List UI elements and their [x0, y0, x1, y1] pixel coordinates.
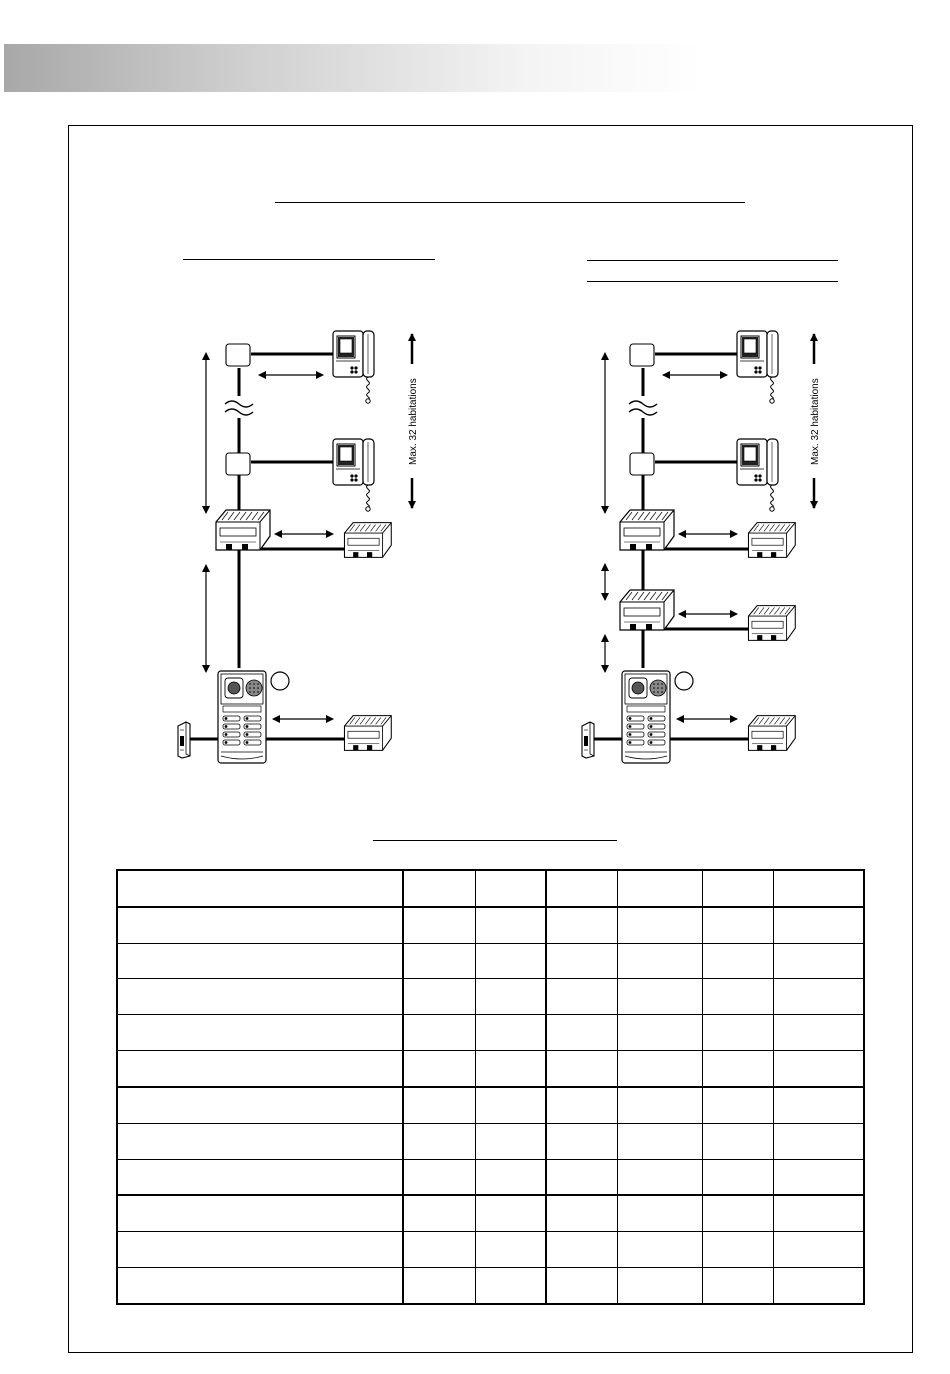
table-cell — [546, 1195, 617, 1231]
left-capacity-label: Max. 32 habitations — [408, 378, 419, 465]
table-cell — [617, 1123, 702, 1159]
table-cell — [702, 1051, 773, 1087]
table-row — [117, 1195, 864, 1231]
specification-table — [116, 869, 865, 1305]
table-row — [117, 979, 864, 1015]
table-cell — [117, 1051, 403, 1087]
table-cell — [117, 943, 403, 979]
table-cell — [403, 943, 475, 979]
power-supply-icon — [748, 716, 795, 751]
table-cell — [475, 1232, 546, 1268]
table-cell — [617, 1195, 702, 1231]
table-cell — [475, 907, 546, 943]
distributor-module-icon — [216, 510, 270, 550]
table-cell — [617, 1268, 702, 1304]
monitor-icon — [333, 331, 374, 403]
table-cell — [617, 907, 702, 943]
table-cell — [702, 943, 773, 979]
table-cell — [117, 870, 403, 907]
table-cell — [546, 1087, 617, 1123]
table-cell — [403, 979, 475, 1015]
table-cell — [773, 1232, 864, 1268]
table-cell — [702, 1123, 773, 1159]
table-cell — [403, 907, 475, 943]
power-supply-icon — [748, 523, 795, 558]
table-cell — [702, 979, 773, 1015]
table-cell — [617, 1051, 702, 1087]
table-cell — [475, 870, 546, 907]
table-cell — [403, 1123, 475, 1159]
table-cell — [617, 943, 702, 979]
table-cell — [403, 870, 475, 907]
table-cell — [702, 1015, 773, 1051]
table-cell — [617, 1015, 702, 1051]
power-supply-icon — [344, 716, 391, 751]
table-cell — [403, 1087, 475, 1123]
door-lock-icon — [178, 722, 190, 758]
table-cell — [546, 943, 617, 979]
table-cell — [403, 1195, 475, 1231]
table-cell — [475, 1087, 546, 1123]
table-row — [117, 1159, 864, 1195]
table-cell — [117, 1159, 403, 1195]
table-cell — [773, 979, 864, 1015]
table-cell — [702, 1268, 773, 1304]
table-cell — [475, 979, 546, 1015]
table-row — [117, 870, 864, 907]
power-supply-icon — [748, 606, 795, 641]
table-row — [117, 907, 864, 943]
table-row — [117, 1268, 864, 1304]
table-cell — [617, 1232, 702, 1268]
door-panel-icon — [622, 671, 670, 763]
table-cell — [546, 1015, 617, 1051]
table-cell — [403, 1268, 475, 1304]
table-cell — [617, 1087, 702, 1123]
table-cell — [773, 1123, 864, 1159]
door-lock-icon — [582, 722, 594, 758]
table-cell — [773, 1195, 864, 1231]
table-cell — [773, 1087, 864, 1123]
distributor-module-icon — [620, 590, 674, 630]
distributor-module-icon — [620, 510, 674, 550]
table-cell — [773, 1159, 864, 1195]
table-cell — [773, 1015, 864, 1051]
table-row — [117, 1232, 864, 1268]
table-cell — [117, 1232, 403, 1268]
table-cell — [773, 1268, 864, 1304]
right-capacity-label: Max. 32 habitations — [810, 378, 821, 465]
table-cell — [475, 1123, 546, 1159]
table-cell — [475, 1159, 546, 1195]
table-row — [117, 1015, 864, 1051]
table-cell — [403, 1232, 475, 1268]
table-title-rule — [373, 840, 617, 841]
monitor-icon — [333, 439, 374, 511]
table-cell — [702, 907, 773, 943]
table-cell — [117, 1195, 403, 1231]
table-cell — [117, 1015, 403, 1051]
table-cell — [117, 907, 403, 943]
table-cell — [773, 943, 864, 979]
table-cell — [702, 1159, 773, 1195]
table-cell — [773, 1051, 864, 1087]
power-supply-icon — [344, 523, 391, 558]
table-cell — [403, 1159, 475, 1195]
table-row — [117, 1123, 864, 1159]
table-cell — [117, 1123, 403, 1159]
right-diagram — [582, 331, 821, 763]
table-row — [117, 1051, 864, 1087]
table-cell — [773, 907, 864, 943]
table-cell — [546, 1051, 617, 1087]
table-cell — [546, 979, 617, 1015]
table-cell — [546, 1123, 617, 1159]
table-cell — [117, 1268, 403, 1304]
table-cell — [617, 1159, 702, 1195]
table-cell — [475, 1051, 546, 1087]
door-panel-icon — [218, 671, 266, 763]
table-cell — [403, 1015, 475, 1051]
table-cell — [117, 979, 403, 1015]
table-cell — [117, 1087, 403, 1123]
table-cell — [702, 1232, 773, 1268]
table-cell — [617, 979, 702, 1015]
table-cell — [475, 1268, 546, 1304]
table-cell — [546, 1232, 617, 1268]
table-row — [117, 1087, 864, 1123]
table-cell — [546, 870, 617, 907]
table-cell — [475, 943, 546, 979]
table-cell — [403, 1051, 475, 1087]
monitor-icon — [737, 439, 778, 511]
table-cell — [475, 1195, 546, 1231]
table-cell — [702, 870, 773, 907]
table-cell — [475, 1015, 546, 1051]
table-cell — [702, 1195, 773, 1231]
table-cell — [546, 1268, 617, 1304]
table-cell — [617, 870, 702, 907]
table-cell — [773, 870, 864, 907]
monitor-icon — [737, 331, 778, 403]
table-row — [117, 943, 864, 979]
table-cell — [546, 1159, 617, 1195]
table-cell — [702, 1087, 773, 1123]
left-diagram — [178, 331, 419, 763]
table-cell — [546, 907, 617, 943]
